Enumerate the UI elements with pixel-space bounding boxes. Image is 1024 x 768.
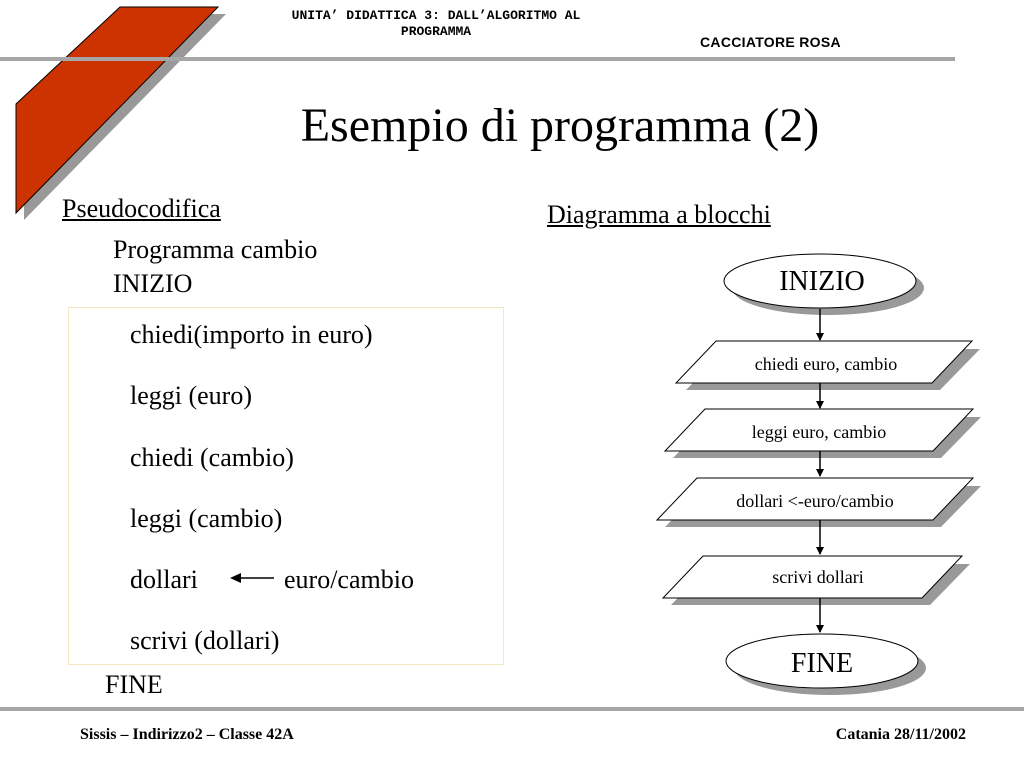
footer-rule <box>0 707 1024 711</box>
pseudocode-body-box <box>68 307 504 665</box>
pseudocode-program-name: Programma cambio <box>113 235 318 264</box>
footer-left: Sissis – Indirizzo2 – Classe 42A <box>80 726 294 743</box>
flowchart-heading: Diagramma a blocchi <box>547 200 771 229</box>
pseudocode-heading: Pseudocodifica <box>62 194 221 223</box>
pseudocode-line: chiedi(importo in euro) <box>130 320 373 349</box>
assign-arrow-icon <box>228 570 276 586</box>
header-author: CACCIATORE ROSA <box>700 34 841 50</box>
header-title-line1: UNITA’ DIDATTICA 3: DALL’ALGORITMO AL <box>291 8 581 23</box>
header-rule <box>0 57 955 61</box>
header-title <box>236 8 636 40</box>
end-terminator-label: FINE <box>790 648 854 679</box>
pseudocode-line: chiedi (cambio) <box>130 443 294 472</box>
io-block-dollari-label: dollari <-euro/cambio <box>736 491 894 511</box>
start-terminator-label: INIZIO <box>779 266 865 297</box>
pseudocode-line: scrivi (dollari) <box>130 626 280 655</box>
pseudocode-end: FINE <box>105 670 163 699</box>
flowchart <box>640 245 1000 705</box>
slide-title: Esempio di programma (2) <box>300 99 820 152</box>
pseudocode-line: leggi (cambio) <box>130 504 283 533</box>
pseudocode-start: INIZIO <box>113 269 193 298</box>
header-title-line2: PROGRAMMA <box>400 24 472 39</box>
pseudocode-assign-right: euro/cambio <box>284 565 414 594</box>
pseudocode-line: leggi (euro) <box>130 381 253 410</box>
io-block-leggi-label: leggi euro, cambio <box>751 422 887 442</box>
io-block-chiedi-label: chiedi euro, cambio <box>754 354 898 374</box>
footer-right: Catania 28/11/2002 <box>835 726 966 743</box>
pseudocode-assign-left: dollari <box>130 565 198 594</box>
io-block-scrivi-label: scrivi dollari <box>772 567 864 587</box>
